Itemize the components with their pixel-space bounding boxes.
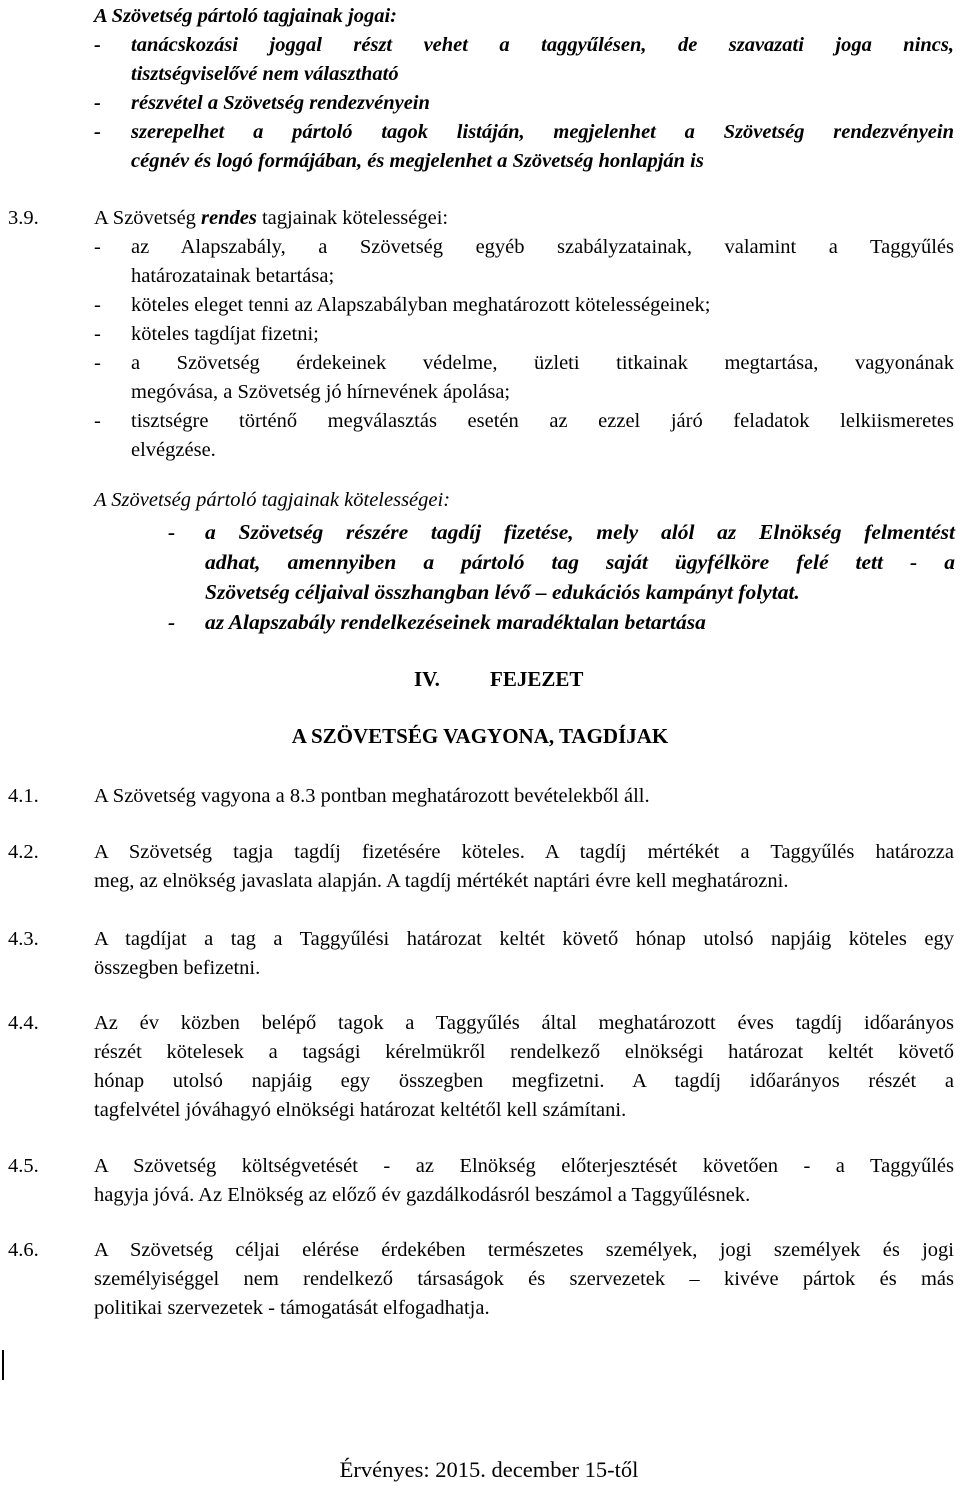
- list-dash: -: [94, 92, 101, 114]
- list-dash: -: [94, 410, 101, 432]
- list-dash: -: [168, 610, 176, 634]
- list-dash: -: [94, 121, 101, 143]
- section-line: A Szövetség vagyona a 8.3 pontban meghatározott bevételekből áll.: [94, 785, 650, 807]
- section-line: tagfelvétel jóváhagyó elnökségi határozat keltétől kell számítani.: [94, 1099, 627, 1121]
- intro-text: tagjainak kötelességei:: [256, 207, 449, 229]
- section-line: személyiséggel nem rendelkező társaságok és szervezetek – kivéve pártok és más: [94, 1268, 954, 1290]
- section-line: A tagdíjat a tag a Taggyűlési határozat keltét követő hónap utolsó napjáig köteles egy: [94, 928, 954, 950]
- partolo-kotelessegei-heading: A Szövetség pártoló tagjainak kötelességei:: [94, 489, 451, 511]
- section-3-9-intro: [94, 204, 448, 233]
- list-item: köteles tagdíjat fizetni;: [131, 323, 319, 345]
- revision-bar: [2, 1350, 4, 1380]
- list-item: köteles eleget tenni az Alapszabályban meghatározott kötelességeinek;: [131, 294, 711, 316]
- list-dash: -: [168, 520, 176, 544]
- list-item: a Szövetség érdekeinek védelme, üzleti titkainak megtartása, vagyonának: [131, 352, 954, 374]
- section-number: 4.4.: [8, 1012, 39, 1034]
- list-item-continuation: határozatainak betartása;: [131, 265, 335, 287]
- section-number: 4.1.: [8, 785, 39, 807]
- list-item: az Alapszabály rendelkezéseinek maradéktalan betartása: [205, 610, 706, 634]
- list-item: a Szövetség részére tagdíj fizetése, mely alól az Elnökség felmentést: [205, 520, 955, 544]
- list-item-continuation: megóvása, a Szövetség jó hírnevének ápolása;: [131, 381, 511, 403]
- list-item: részvétel a Szövetség rendezvényein: [131, 92, 430, 114]
- list-dash: -: [94, 294, 101, 316]
- section-number: 4.6.: [8, 1239, 39, 1261]
- list-item: tisztségre történő megválasztás esetén az ezzel járó feladatok lelkiismeretes: [131, 410, 954, 432]
- list-dash: -: [94, 34, 101, 56]
- section-line: Az év közben belépő tagok a Taggyűlés által meghatározott éves tagdíj időarányos: [94, 1012, 954, 1034]
- list-dash: -: [94, 323, 101, 345]
- chapter-word: FEJEZET: [490, 667, 584, 691]
- section-number: 4.2.: [8, 841, 39, 863]
- intro-emphasis: rendes: [201, 207, 257, 229]
- list-item-continuation: elvégzése.: [131, 439, 216, 461]
- list-item-continuation: Szövetség céljaival összhangban lévő – edukációs kampányt folytat.: [205, 580, 800, 604]
- section-line: A Szövetség költségvetését - az Elnökség előterjesztését követően - a Taggyűlés: [94, 1155, 954, 1177]
- partolo-jogai-heading: A Szövetség pártoló tagjainak jogai:: [94, 5, 397, 27]
- list-item: az Alapszabály, a Szövetség egyéb szabályzatainak, valamint a Taggyűlés: [131, 236, 954, 258]
- section-line: hónap utolsó napjáig egy összegben megfizetni. A tagdíj időarányos részét a: [94, 1070, 954, 1092]
- list-item-continuation: cégnév és logó formájában, és megjelenhet a Szövetség honlapján is: [131, 150, 704, 172]
- section-line: politikai szervezetek - támogatását elfogadhatja.: [94, 1297, 490, 1319]
- section-number: 3.9.: [8, 207, 39, 229]
- list-item: tanácskozási joggal részt vehet a taggyűlésen, de szavazati joga nincs,: [131, 34, 954, 56]
- section-number: 4.3.: [8, 928, 39, 950]
- list-item-continuation: adhat, amennyiben a pártoló tag saját ügyfélköre felé tett - a: [205, 550, 955, 574]
- footer-validity: Érvényes: 2015. december 15-től: [339, 1457, 639, 1482]
- section-line: hagyja jóvá. Az Elnökség az előző év gazdálkodásról beszámol a Taggyűlésnek.: [94, 1184, 751, 1206]
- chapter-title: A SZÖVETSÉG VAGYONA, TAGDÍJAK: [291, 724, 669, 748]
- section-number: 4.5.: [8, 1155, 39, 1177]
- section-line: meg, az elnökség javaslata alapján. A tagdíj mértékét naptári évre kell meghatározni.: [94, 870, 789, 892]
- chapter-roman: IV.: [414, 667, 440, 691]
- list-item-continuation: tisztségviselővé nem választható: [131, 63, 399, 85]
- section-line: részét kötelesek a tagsági kérelmükről rendelkező elnökségi határozat keltét követő: [94, 1041, 954, 1063]
- section-line: A Szövetség céljai elérése érdekében természetes személyek, jogi személyek és jogi: [94, 1239, 954, 1261]
- intro-text: A Szövetség: [94, 207, 202, 229]
- list-dash: -: [94, 236, 101, 258]
- section-line: A Szövetség tagja tagdíj fizetésére köteles. A tagdíj mértékét a Taggyűlés határozza: [94, 841, 954, 863]
- list-item: szerepelhet a pártoló tagok listáján, megjelenhet a Szövetség rendezvényein: [131, 121, 954, 143]
- list-dash: -: [94, 352, 101, 374]
- section-line: összegben befizetni.: [94, 957, 261, 979]
